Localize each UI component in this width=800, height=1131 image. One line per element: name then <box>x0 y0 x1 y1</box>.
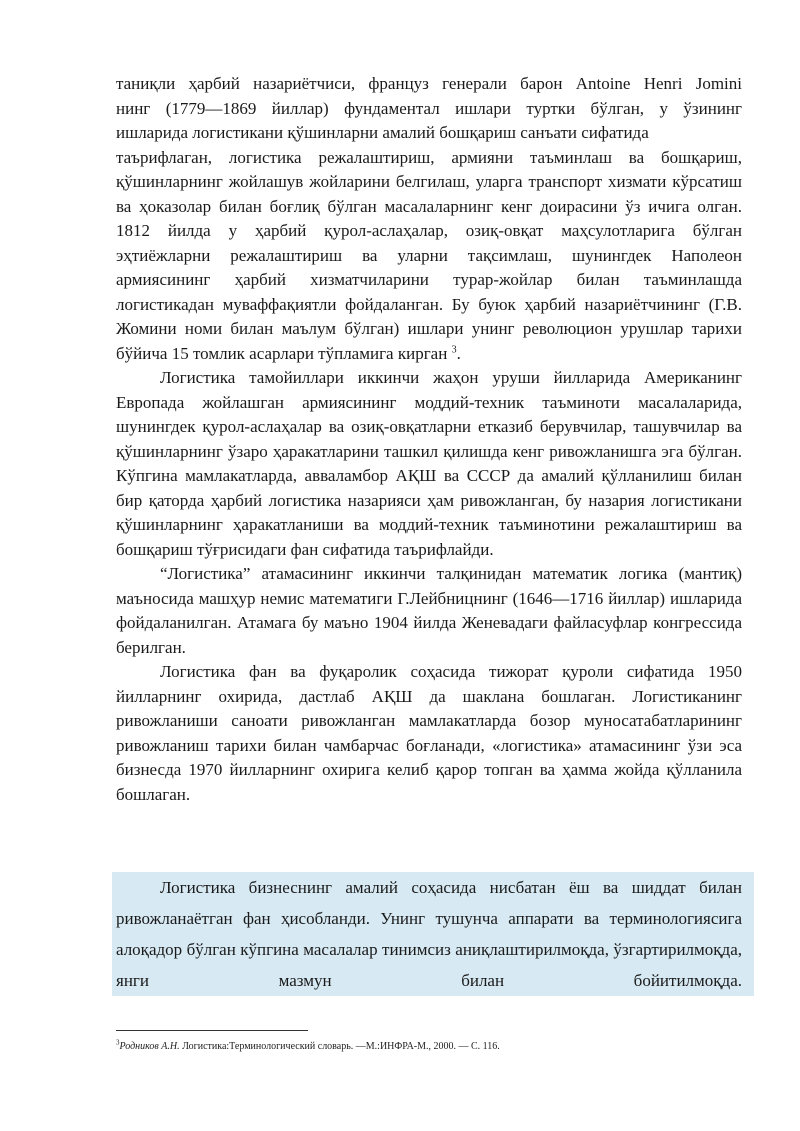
paragraph-1-line-1: таниқли ҳарбий назариётчиси, француз генерали барон Antoine Henri Jomini <box>116 74 742 93</box>
paragraph-3: “Логистика” атамасининг иккинчи талқинидан математик логика (мантиқ) маъносида машҳур немис математиги Г.Лейбницнинг (1646—1716 йиллар) ишларида фойдаланилган. Атамага бу маъно 1904 йилда Женевадаги файласуфлар конгрессида берилган. <box>116 564 742 657</box>
main-text <box>116 72 742 807</box>
paragraph-1-period: . <box>456 343 461 363</box>
paragraph-5-highlighted: Логистика бизнеснинг амалий соҳасида нисбатан ёш ва шиддат билан ривожланаётган фан ҳисобланди. Унинг тушунча аппарати ва терминологиясига алоқадор бўлган кўпгина масалалар тинимсиз аниқлаштирилмоқда, ўзгартирилмоқда, янги мазмун билан бойитилмоқда. <box>116 878 742 990</box>
footnote <box>116 1040 742 1054</box>
paragraph-4: Логистика фан ва фуқаролик соҳасида тижорат қуроли сифатида 1950 йилларнинг охирида, дастлаб АҚШ да шаклана бошлаган. Логистиканинг ривожланиши саноати ривожланган мамлакатларда бозор муносатабатларининг ривожланиш тарихи билан чамбарчас боғланади, «логистика» атамасининг ўзи эса бизнесда 1970 йилларнинг охирига келиб қарор топган ва ҳамма жойда қўлланила бошлаган. <box>116 662 742 804</box>
paragraph-2: Логистика тамойиллари иккинчи жаҳон уруши йилларида Американинг Европада жойлашган армиясининг моддий-техник таъминоти масалаларида, шунингдек қурол-аслаҳалар ва озиқ-овқатларни етказиб берувчилар, ташувчилар ва қўшинларнинг ўзаро ҳаракатларини ташкил қилишда кенг ривожланишга эга бўлган. Кўпгина мамлакатларда, авваламбор АҚШ ва СССР да амалий қўлланилиш билан бир қаторда ҳарбий логистика назарияси ҳам ривожланган, бу назария логистикани қўшинларнинг ҳаракатланиши ва моддий-техник таъминотини режалаштириш ва бошқариш тўғрисидаги фан сифатида таърифлайди. <box>116 368 742 559</box>
paragraph-1-body <box>116 146 742 367</box>
paragraph-1-line-2: нинг (1779—1869 йиллар) фундаментал ишлари туртки бўлган, у ўзининг <box>116 98 742 118</box>
footnote-reference[interactable]: 3 <box>451 343 457 355</box>
paragraph-1-line-3: ишларида логистикани қўшинларни амалий бошқариш санъати сифатида <box>116 123 649 142</box>
footnote-separator <box>116 1030 308 1031</box>
footnote-author: Родников А.Н. <box>119 1041 180 1052</box>
footnote-text: Логистика:Терминологический словарь. —М.:ИНФРА-М., 2000. — С. 116. <box>179 1041 500 1052</box>
footnote-number: 3 <box>116 1038 120 1047</box>
paragraph-1-text: таърифлаган, логистика режалаштириш, армияни таъминлаш ва бошқариш, қўшинларнинг жойлашув жойларини белгилаш, уларга транспорт хизмати кўрсатиш ва ҳоказолар билан боғлиқ бўлган масалаларнинг кенг доирасини ўз ичига олган. 1812 йилда у ҳарбий қурол-аслаҳалар, озиқ-овқат маҳсулотларига бўлган эҳтиёжларни режалаштириш ва уларни тақсимлаш, шунингдек Наполеон армиясининг ҳарбий хизматчиларини турар-жойлар билан таъминлашда логистикадан муваффақиятли фойдаланган. Бу буюк ҳарбий назариётчининг (Г.В. Жомини номи билан маълум бўлган) ишлари унинг революцион урушлар тарихи бўйича 15 томлик асарлари тўпламига кирган <box>116 147 742 363</box>
